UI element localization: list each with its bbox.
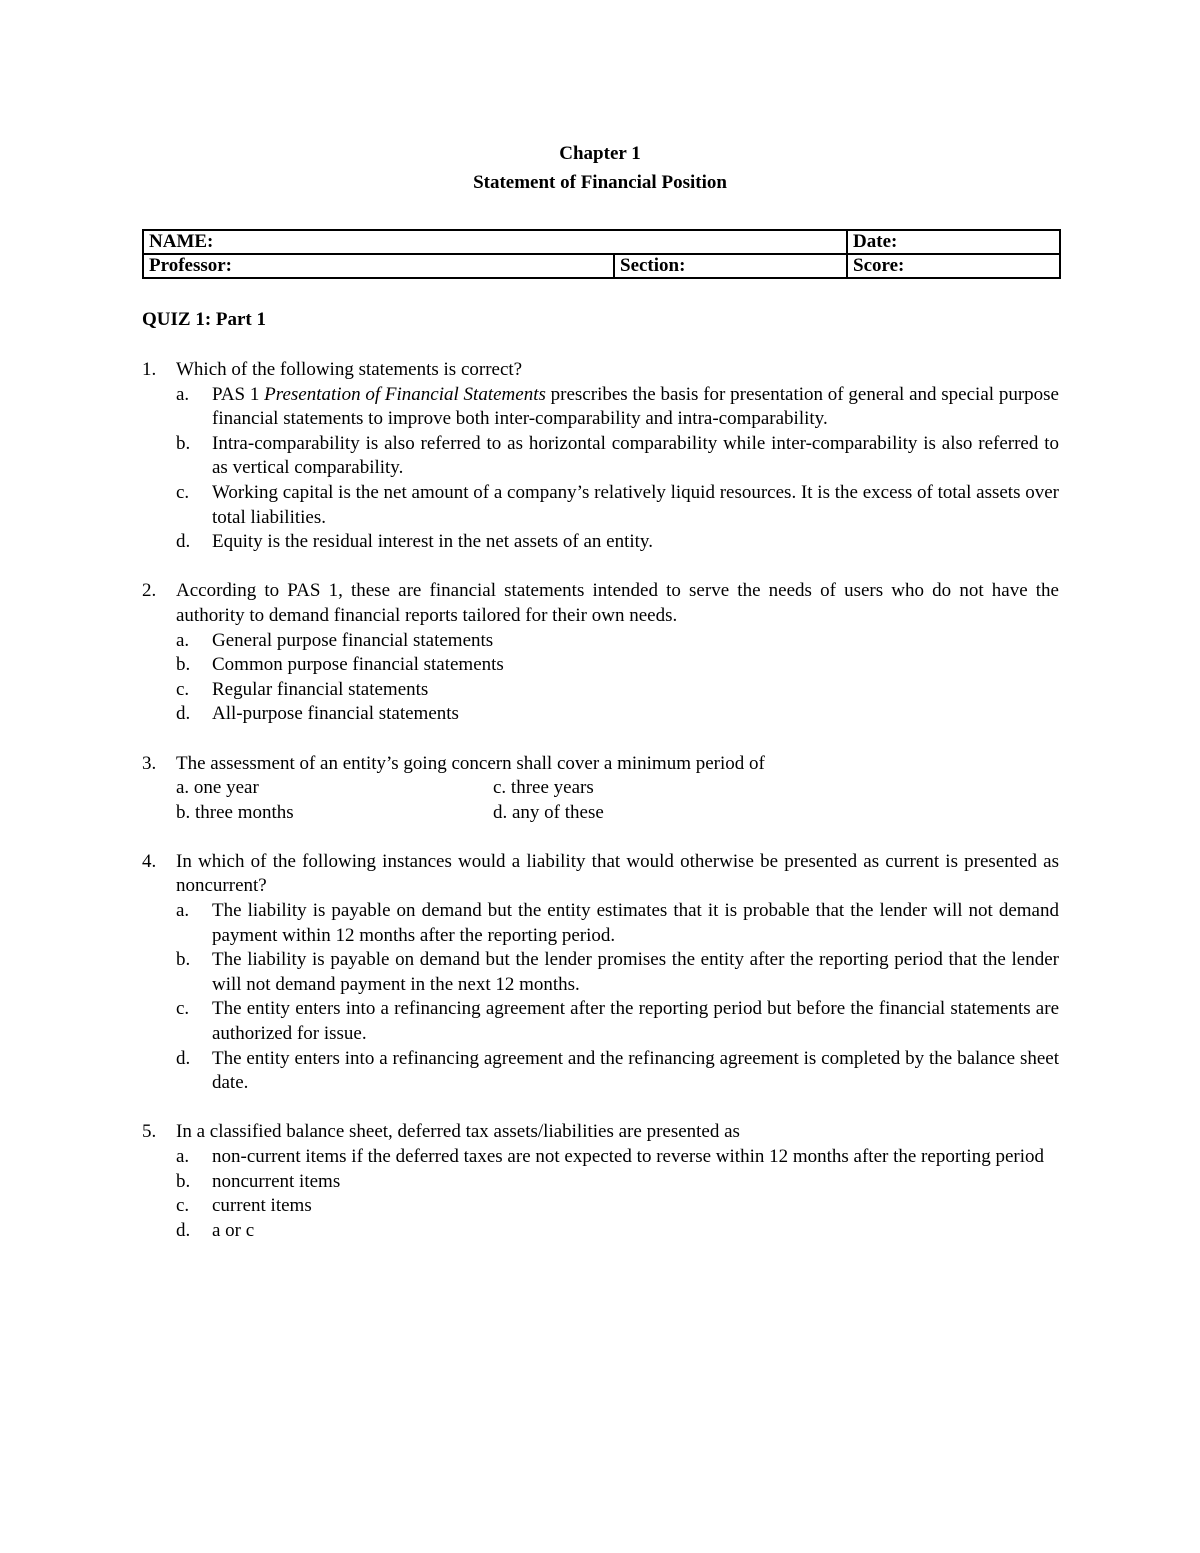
option-letter: d. xyxy=(176,1219,191,1241)
option-a xyxy=(176,629,1059,654)
option-letter: b. xyxy=(176,432,191,454)
option-letter: a. xyxy=(176,629,190,651)
question-text: Which of the following statements is correct? xyxy=(176,359,523,380)
option-letter: a. xyxy=(176,383,190,405)
option-letter: a. xyxy=(176,1146,190,1167)
quiz-title: QUIZ 1: Part 1 xyxy=(142,309,267,330)
option-text: The entity enters into a refinancing agreement after the reporting period but before the financial statements are authorized for issue. xyxy=(212,998,1059,1045)
professor-field-label: Professor: xyxy=(143,254,614,278)
student-info-table xyxy=(142,229,1061,279)
option-text xyxy=(212,383,1059,432)
option-text: current items xyxy=(212,1195,312,1217)
document-title: Statement of Financial Position xyxy=(473,172,727,193)
standard-title: Presentation of Financial Statements xyxy=(264,383,546,405)
option-a xyxy=(176,899,1059,948)
question-1 xyxy=(142,358,1059,555)
option-text: The liability is payable on demand but the entity estimates that it is probable that the lender will not demand payment within 12 months after the reporting period. xyxy=(212,900,1059,946)
table-row xyxy=(143,230,1060,254)
option-letter: d. xyxy=(176,703,191,725)
option-text: Working capital is the net amount of a company’s relatively liquid resources. It is the excess of total assets over total liabilities. xyxy=(212,481,1059,528)
question-text: In a classified balance sheet, deferred tax assets/liabilities are presented as xyxy=(176,1121,740,1143)
question-4 xyxy=(142,850,1059,1096)
option-letter: b. xyxy=(176,949,191,971)
option-b xyxy=(176,653,1059,678)
option-letter: b. xyxy=(176,1170,191,1192)
question-text: According to PAS 1, these are financial statements intended to serve the needs of users who do not have the authority to demand financial reports tailored for their own needs. xyxy=(176,580,1059,626)
option-text: The entity enters into a refinancing agreement and the refinancing agreement is completed by the balance sheet date. xyxy=(212,1047,1059,1094)
option-text: The liability is payable on demand but the lender promises the entity after the reporting period that the lender will not demand payment in the next 12 months. xyxy=(212,949,1059,995)
option-text: noncurrent items xyxy=(212,1170,341,1192)
option-letter: c. xyxy=(176,998,190,1020)
question-text: In which of the following instances would a liability that would otherwise be presented as current is presented as noncurrent? xyxy=(176,850,1059,897)
option-d: d. any of these xyxy=(493,801,604,823)
option-letter: d. xyxy=(176,531,191,553)
option-letter: a. xyxy=(176,900,190,922)
question-text: The assessment of an entity’s going concern shall cover a minimum period of xyxy=(176,752,765,774)
score-field-label: Score: xyxy=(847,254,1060,278)
question-3 xyxy=(142,752,1059,826)
option-text: General purpose financial statements xyxy=(212,629,494,651)
option-c xyxy=(176,481,1059,530)
option-letter: c. xyxy=(176,678,190,700)
option-letter: c. xyxy=(176,1195,190,1217)
option-a xyxy=(176,383,1059,432)
option-text: Regular financial statements xyxy=(212,678,429,700)
question-number: 2. xyxy=(142,580,157,602)
option-c: c. three years xyxy=(493,777,594,799)
question-number: 4. xyxy=(142,850,157,872)
option-b xyxy=(176,1170,1059,1195)
option-d xyxy=(176,702,1059,727)
option-letter: d. xyxy=(176,1047,191,1069)
option-b xyxy=(176,432,1059,481)
section-field-label: Section: xyxy=(614,254,847,278)
option-text: Common purpose financial statements xyxy=(212,654,504,676)
question-number: 5. xyxy=(142,1121,157,1143)
question-number: 3. xyxy=(142,752,157,774)
table-row xyxy=(143,254,1060,278)
option-c xyxy=(176,678,1059,703)
question-2 xyxy=(142,579,1059,727)
question-5 xyxy=(142,1120,1059,1243)
option-text: All-purpose financial statements xyxy=(212,703,459,725)
option-d xyxy=(176,1219,1059,1244)
question-list xyxy=(142,358,1059,1268)
option-letter: c. xyxy=(176,481,190,503)
option-text-prefix: PAS 1 xyxy=(212,383,265,405)
option-b: b. three months xyxy=(176,801,294,823)
option-text: a or c xyxy=(212,1219,255,1241)
option-letter: b. xyxy=(176,654,191,676)
option-a: a. one year xyxy=(176,777,259,799)
option-c xyxy=(176,997,1059,1046)
option-text: Intra-comparability is also referred to as horizontal comparability while inter-comparability is also referred to as vertical comparability. xyxy=(212,432,1059,479)
option-grid xyxy=(176,776,1059,825)
option-c xyxy=(176,1194,1059,1219)
option-a xyxy=(176,1145,1059,1170)
option-text: Equity is the residual interest in the net assets of an entity. xyxy=(212,531,653,553)
option-d xyxy=(176,530,1059,555)
option-text: non-current items if the deferred taxes are not expected to reverse within 12 months after the reporting period xyxy=(212,1146,1044,1167)
question-number: 1. xyxy=(142,359,157,380)
option-text-suffix: prescribes the basis for presentation of general and special purpose financial statements to improve both inter-comparability and intra-comparability. xyxy=(212,383,1059,430)
option-d xyxy=(176,1047,1059,1096)
chapter-heading: Chapter 1 xyxy=(559,143,641,164)
option-b xyxy=(176,948,1059,997)
date-field-label: Date: xyxy=(847,230,1060,254)
name-field-label: NAME: xyxy=(143,230,847,254)
